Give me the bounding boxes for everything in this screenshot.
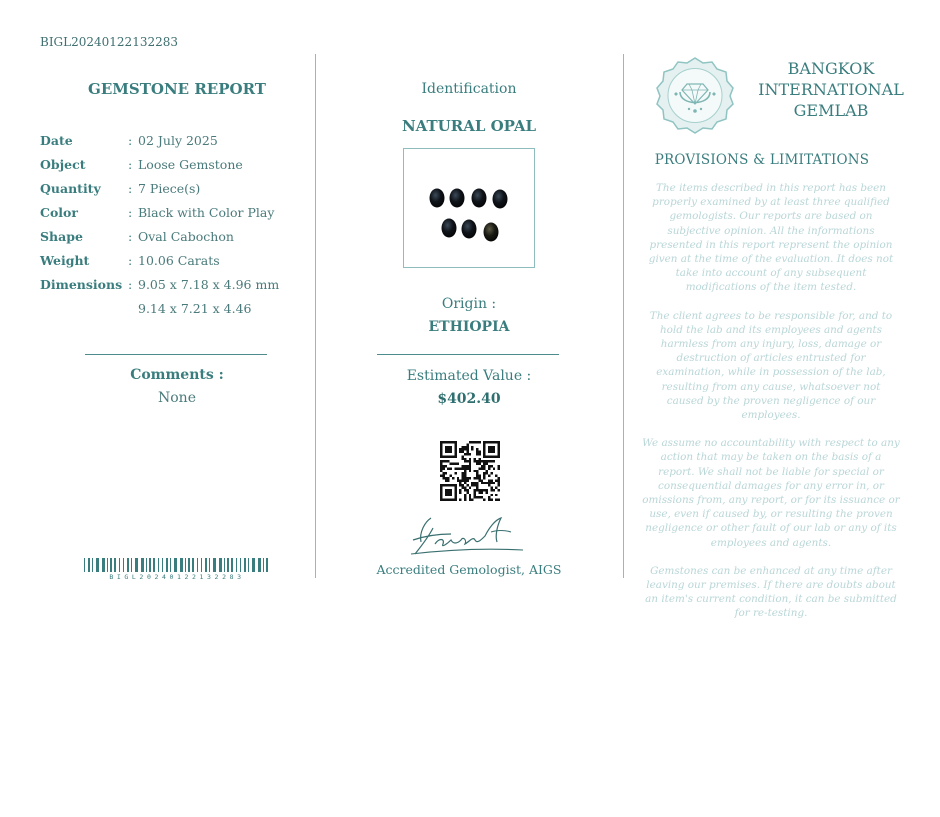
estimated-value: $402.40 (437, 391, 501, 407)
spec-value: Oval Cabochon (138, 228, 234, 244)
signer-title: Accredited Gemologist, AIGS (376, 562, 562, 577)
spec-value: 7 Piece(s) (138, 180, 201, 196)
comments-label: Comments : (130, 367, 224, 383)
origin-label: Origin : (441, 296, 497, 312)
provisions-paragraph: The items described in this report has been properly examined by at least three qualified gemologists. Our reports are based on subjective opinion. All the informations presented in this report represent the opinion given at the time of the evaluation. It does not take into account of any subsequent modifications of the item tested. (648, 182, 894, 294)
barcode (84, 558, 270, 581)
spec-label: Shape (40, 228, 83, 244)
report-number: BIGL20240122132283 (40, 35, 178, 49)
barcode-text: BIGL20240122132283 (109, 573, 245, 581)
identification-value: NATURAL OPAL (401, 117, 537, 135)
divider-right (623, 54, 624, 578)
estimated-value-label: Estimated Value : (406, 368, 532, 384)
spec-label: Color (40, 204, 78, 220)
spec-row-dimensions: Dimensions : 9.05 x 7.18 x 4.96 mm (40, 276, 280, 292)
lab-name-line: INTERNATIONAL (758, 80, 904, 99)
spec-label: Object (40, 156, 86, 172)
provisions-body (642, 181, 900, 635)
spec-value: Black with Color Play (138, 204, 275, 220)
report-title: GEMSTONE REPORT (88, 80, 266, 98)
value-divider (377, 354, 559, 355)
dimensions-extra: 9.14 x 7.21 x 4.46 (138, 300, 252, 316)
gemstone-photo-icon (404, 149, 533, 266)
provisions-paragraph: Gemstones can be enhanced at any time after leaving our premises. If there are doubts about an item's current condition, it can be submitted for re-testing. (645, 564, 897, 620)
comments-value: None (158, 390, 196, 406)
gemstone-photo (403, 148, 535, 268)
spec-row-date: Date : 02 July 2025 (40, 132, 218, 148)
gemlab-logo-icon (656, 56, 734, 134)
spec-label: Weight (40, 252, 90, 268)
spec-value: Loose Gemstone (138, 156, 243, 172)
origin-value: ETHIOPIA (428, 319, 510, 335)
qr-code-icon (440, 441, 500, 501)
provisions-paragraph: We assume no accountability with respect to any action that may be taken on the basis of a report. We shall not be liable for special or consequential damages for any error in, or omissions from, any report, or for its issuance or use, even if caused by, or resulting the proven negligence or other fault of our lab or any of its employees and agents. (642, 437, 900, 549)
provisions-paragraph: The client agrees to be responsible for, and to hold the lab and its employees and agents harmless from any injury, loss, damage or destruction of articles entrusted for examination, while in possession of the lab, resulting from any cause, whatsoever not caused by the proven negligence of our employees. (649, 309, 893, 422)
provisions-title: PROVISIONS & LIMITATIONS (654, 152, 870, 168)
spec-value: 10.06 Carats (138, 252, 220, 268)
spec-value: 9.05 x 7.18 x 4.96 mm (138, 276, 280, 292)
spec-row-weight: Weight : 10.06 Carats (40, 252, 220, 268)
spec-row-object: Object : Loose Gemstone (40, 156, 243, 172)
lab-name (756, 58, 906, 121)
barcode-icon (84, 558, 270, 572)
spec-row-color: Color : Black with Color Play (40, 204, 275, 220)
spec-row-shape: Shape : Oval Cabochon (40, 228, 234, 244)
comments-divider (85, 354, 267, 355)
lab-name-line: BANGKOK (787, 59, 875, 78)
signature-icon (405, 514, 527, 560)
spec-row-quantity: Quantity : 7 Piece(s) (40, 180, 201, 196)
lab-name-line: GEMLAB (793, 101, 869, 120)
specs-table (40, 128, 312, 320)
identification-label: Identification (421, 81, 517, 97)
spec-value: 02 July 2025 (138, 132, 218, 148)
spec-label: Dimensions (40, 276, 123, 292)
spec-label: Quantity (40, 180, 101, 196)
spec-label: Date (40, 132, 73, 148)
